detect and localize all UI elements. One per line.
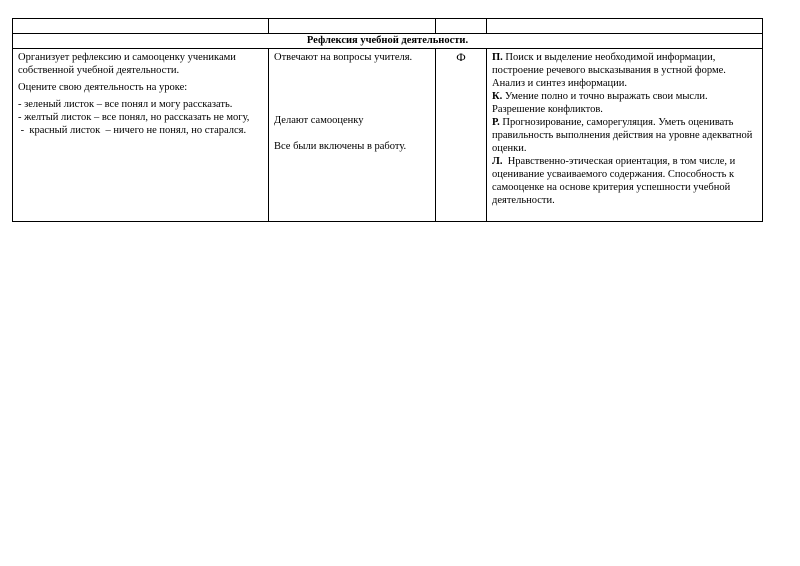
uud-regulatory-key: Р. — [492, 117, 500, 128]
prev-cell-form — [436, 19, 487, 34]
teacher-intro: Организует рефлексию и самооценку учениками собственной учебной деятельности. — [18, 52, 236, 76]
uud-communicative-key: К. — [492, 91, 503, 102]
reflection-row — [13, 49, 763, 222]
section-title: Рефлексия учебной деятельности. — [13, 34, 763, 49]
students-answer: Отвечают на вопросы учителя. — [274, 52, 413, 63]
uud-personal-text: Нравственно-этическая ориентация, в том числе, и оценивание усваиваемого содержания. Способность к самооценке на основе критерия успешности учебной деятельности. — [492, 156, 738, 206]
uud-communicative-text: Умение полно и точно выражать свои мысли. Разрешение конфликтов. — [492, 91, 708, 115]
uud-cognitive-key: П. — [492, 52, 503, 63]
yellow-leaf-item: - желтый листок – все понял, но рассказать не могу, — [18, 112, 250, 123]
section-header-row — [13, 34, 763, 49]
teacher-prompt: Оцените свою деятельность на уроке: — [18, 82, 188, 93]
uud-personal — [492, 155, 757, 207]
previous-row-end — [13, 19, 763, 34]
prev-cell-uud — [487, 19, 763, 34]
teacher-activity-cell — [13, 49, 269, 222]
uud-cell — [487, 49, 763, 222]
uud-cognitive-text: Поиск и выделение необходимой информации, построение речевого высказывания в устной форме. Анализ и синтез информации. — [492, 52, 726, 89]
uud-communicative — [492, 90, 757, 116]
uud-regulatory — [492, 116, 757, 155]
uud-personal-key: Л. — [492, 156, 503, 167]
uud-cognitive — [492, 51, 757, 90]
red-leaf-item: - красный листок – ничего не понял, но старался. — [18, 125, 247, 136]
students-self-assess: Делают самооценку — [274, 115, 364, 126]
students-involved: Все были включены в работу. — [274, 141, 407, 152]
prev-cell-students — [269, 19, 436, 34]
student-activity-cell — [269, 49, 436, 222]
lesson-stage-table — [12, 18, 763, 222]
prev-cell-teacher — [13, 19, 269, 34]
uud-regulatory-text: Прогнозирование, саморегуляция. Уметь оценивать правильность выполнения действия на уровне адекватной оценки. — [492, 117, 758, 154]
green-leaf-item: - зеленый листок – все понял и могу рассказать. — [18, 99, 233, 110]
work-form-cell: Ф — [436, 49, 487, 222]
